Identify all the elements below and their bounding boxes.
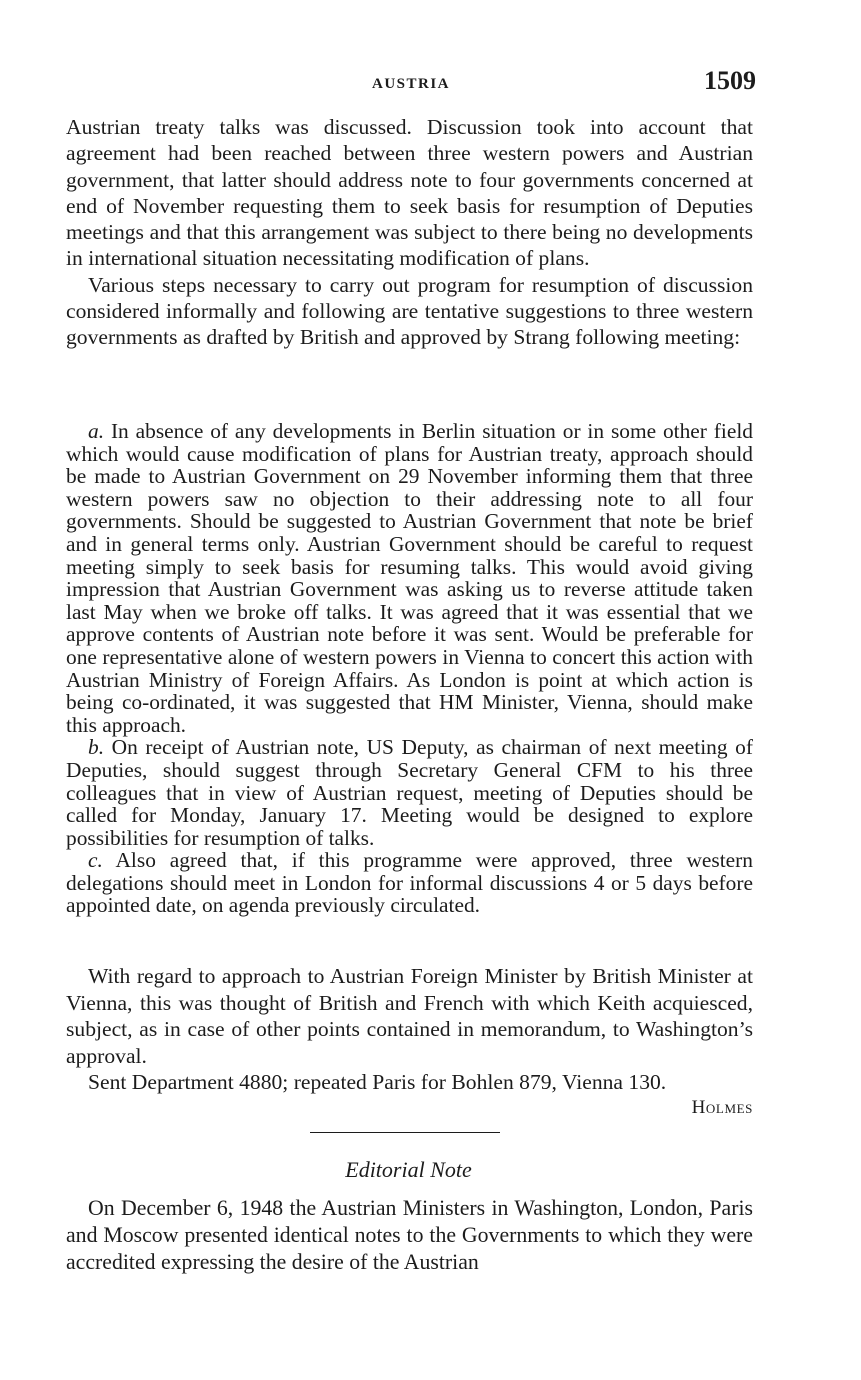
memo-item-letter: b. (88, 735, 105, 760)
running-title: AUSTRIA (371, 76, 450, 92)
memo-item-letter: a. (88, 419, 105, 443)
memo-list (66, 420, 753, 917)
page-header (66, 66, 756, 98)
section-divider (310, 1132, 500, 1133)
memo-item-b (66, 736, 753, 849)
main-text (66, 114, 753, 351)
memo-item-letter: c. (88, 848, 103, 873)
memo-item-text: On receipt of Austrian note, US Deputy, as chairman of next meeting of Deputies, should suggest through Secretary General CFM to his three colleagues that in view of Austrian request, meeting of Deputies should be called for Monday, January 17. Meeting would be designed to explore possibilities for resumption of talks. (66, 735, 753, 850)
memo-item-text: Also agreed that, if this programme were approved, three western delegations should meet in London for informal discussions 4 or 5 days before appointed date, on agenda previously circulated. (66, 848, 753, 918)
editorial-note-text (66, 1195, 753, 1276)
closing-text (66, 963, 753, 1096)
memo-item-text: In absence of any developments in Berlin situation or in some other field which would cause modification of plans for Austrian treaty, approach should be made to Austrian Government on 29 November informing them that three western powers saw no objection to their addressing note to all four governments. Should be suggested to Austrian Government that note be brief and in general terms only. Austrian Government should be careful to request meeting simply to seek basis for resuming talks. This would avoid giving impression that Austrian Government was asking us to reverse attitude taken last May when we broke off talks. It was agreed that it was essential that we approve contents of Austrian note before it was sent. Would be preferable for one representative alone of western powers in Vienna to concert this action with Austrian Ministry of Foreign Affairs. As London is point at which action is being co-ordinated, it was suggested that HM Minister, Vienna, should make this approach. (66, 419, 754, 737)
page-number: 1509 (704, 66, 756, 95)
paragraph-distribution: Sent Department 4880; repeated Paris for Bohlen 879, Vienna 130. (88, 1070, 667, 1094)
memo-item-c (66, 849, 753, 917)
signature: Holmes (691, 1097, 753, 1118)
memo-item-a (66, 420, 753, 736)
editorial-paragraph: On December 6, 1948 the Austrian Ministers in Washington, London, Paris and Moscow presented identical notes to the Governments to which they were accredited expressing the desire of the Austrian (66, 1196, 753, 1274)
paragraph-approach: With regard to approach to Austrian Foreign Minister by British Minister at Vienna, this was thought of British and French with which Keith acquiesced, subject, as in case of other points contained in memorandum, to Washington’s approval. (66, 964, 753, 1068)
editorial-note-heading: Editorial Note (345, 1157, 472, 1182)
paragraph-continued: Austrian treaty talks was discussed. Discussion took into account that agreement had been reached between three western powers and Austrian government, that latter should address note to four governments concerned at end of November requesting them to seek basis for resumption of Deputies meetings and that this arrangement was subject to there being no developments in international situation necessitating modification of plans. (66, 115, 753, 271)
paragraph-steps: Various steps necessary to carry out program for resumption of discussion considered informally and following are tentative suggestions to three western governments as drafted by British and approved by Strang following meeting: (66, 272, 753, 350)
